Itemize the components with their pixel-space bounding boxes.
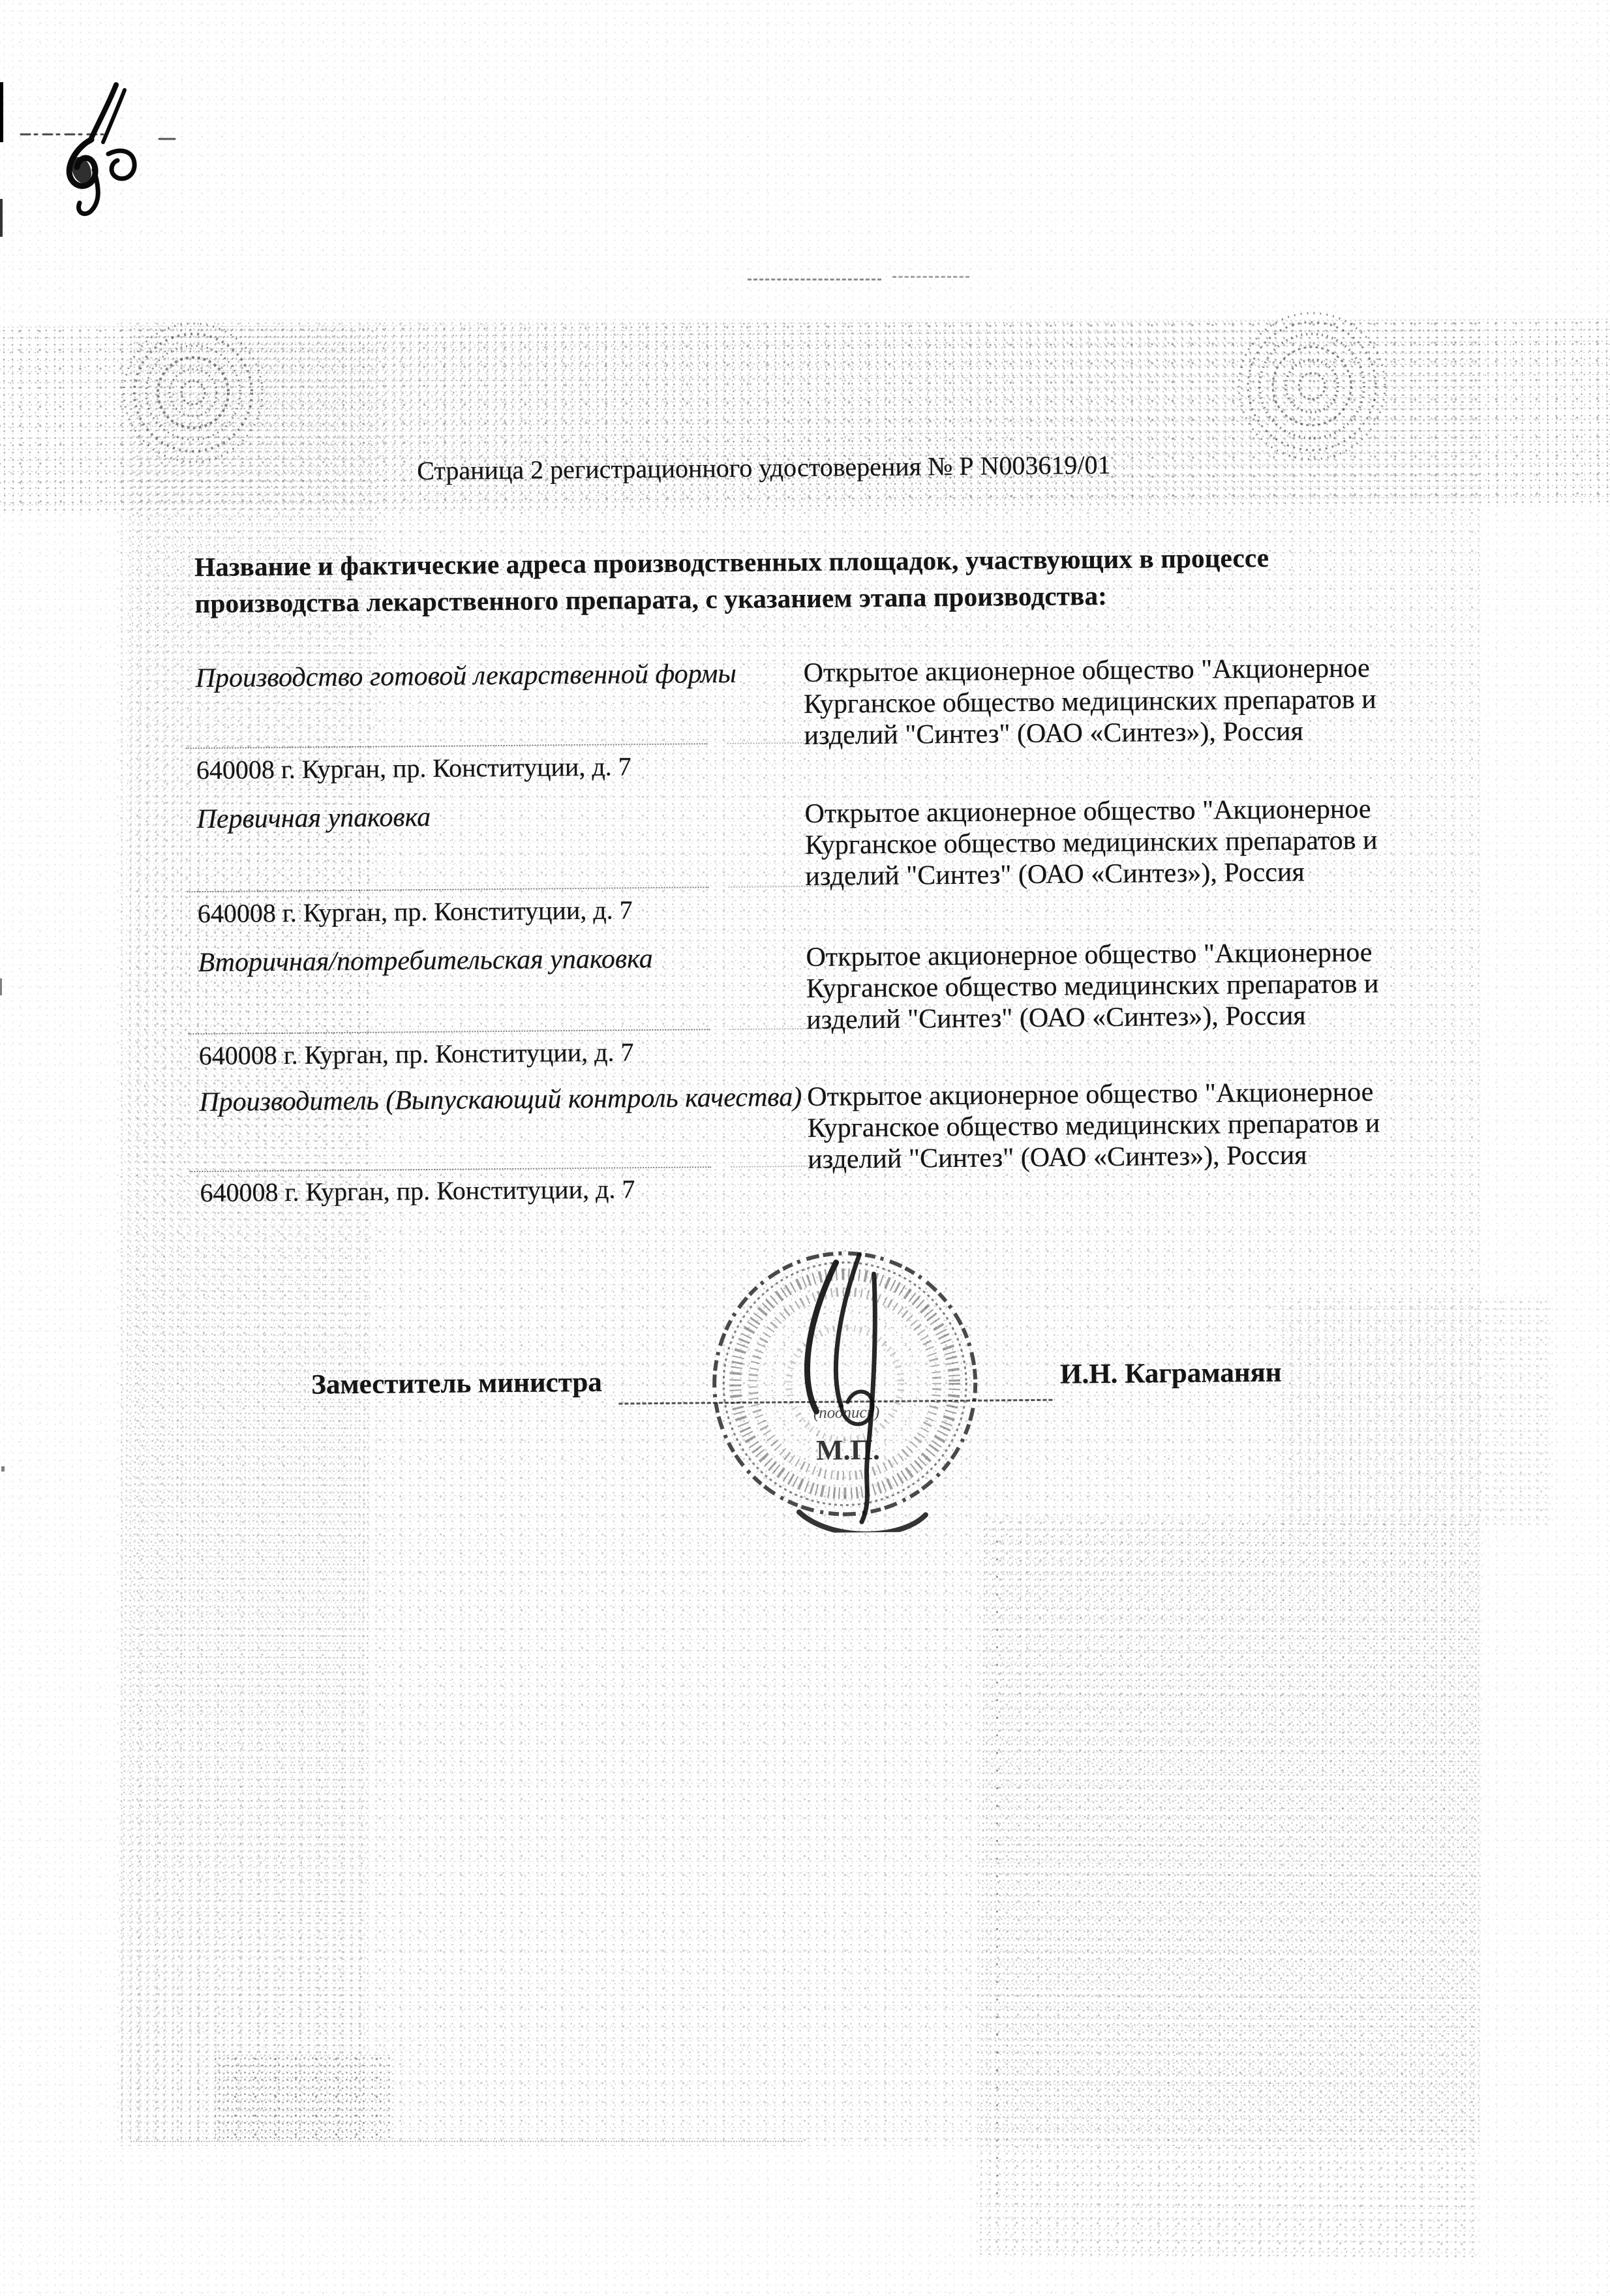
row-separator [188, 1029, 710, 1035]
manufacturer-name: Открытое акционерное общество "Акционерное Курганское общество медицинских препаратов и изделий "Синтез" (ОАО «Синтез»), Россия [803, 653, 1376, 751]
manufacturer-address: 640008 г. Курган, пр. Конституции, д. 7 [197, 895, 633, 929]
section-heading-line2: производства лекарственного препарата, с указанием этапа производства: [194, 580, 1108, 619]
page-title: Страница 2 регистрационного удостоверения № Р N003619/01 [417, 449, 1111, 486]
manufacturer-address: 640008 г. Курган, пр. Конституции, д. 7 [196, 751, 631, 785]
manufacturer-name: Открытое акционерное общество "Акционерное Курганское общество медицинских препаратов и изделий "Синтез" (ОАО «Синтез»), Россия [804, 794, 1378, 892]
row-separator [187, 886, 709, 892]
row-separator [189, 1166, 711, 1172]
production-stage-label: Вторичная/потребительская упаковка [198, 944, 653, 978]
production-stage-label: Производитель (Выпускающий контроль качества) [199, 1082, 802, 1118]
signer-name: И.Н. Каграманян [1059, 1357, 1282, 1390]
row-separator [186, 743, 708, 749]
ministry-stamp-icon [706, 1237, 986, 1534]
minister-position-label: Заместитель министра [311, 1367, 602, 1400]
production-stage-label: Производство готовой лекарственной формы [195, 658, 737, 694]
manufacturer-name: Открытое акционерное общество "Акционерное Курганское общество медицинских препаратов и изделий "Синтез" (ОАО «Синтез»), Россия [807, 1077, 1380, 1175]
manufacturer-address: 640008 г. Курган, пр. Конституции, д. 7 [200, 1174, 635, 1208]
manufacturer-name: Открытое акционерное общество "Акционерное Курганское общество медицинских препаратов и изделий "Синтез" (ОАО «Синтез»), Россия [806, 937, 1379, 1035]
signature-caption: (подпись) [813, 1404, 880, 1422]
seal-placeholder-label: М.П. [815, 1434, 881, 1466]
section-heading-line1: Название и фактические адреса производственных площадок, участвующих в процессе [194, 542, 1269, 582]
manufacturer-address: 640008 г. Курган, пр. Конституции, д. 7 [198, 1037, 634, 1071]
production-stage-label: Первичная упаковка [196, 802, 431, 835]
